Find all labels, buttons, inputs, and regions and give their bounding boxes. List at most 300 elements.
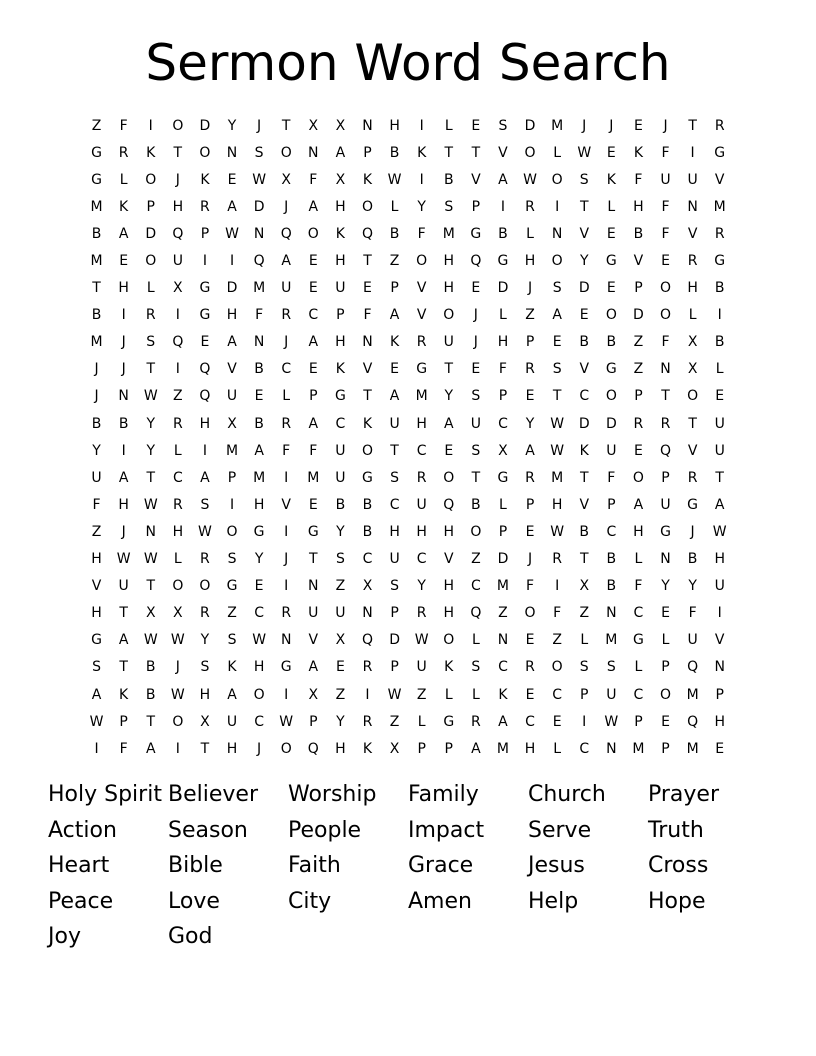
grid-letter: R: [172, 415, 183, 432]
grid-letter: X: [687, 334, 698, 351]
grid-letter: H: [226, 740, 238, 757]
grid-letter: D: [605, 415, 617, 432]
grid-letter: O: [307, 225, 319, 242]
grid-row: [83, 220, 733, 247]
grid-letter: N: [145, 523, 156, 540]
grid-letter: F: [363, 307, 372, 324]
grid-letter: S: [146, 334, 156, 351]
grid-letter: P: [498, 388, 508, 405]
grid-letter: F: [498, 361, 507, 378]
grid-letter: H: [714, 713, 725, 730]
grid-letter: G: [605, 253, 617, 270]
grid-letter: P: [525, 496, 535, 513]
word-list-item: Hope: [648, 888, 706, 914]
grid-letter: W: [198, 523, 212, 540]
grid-letter: D: [145, 225, 157, 242]
grid-letter: S: [254, 144, 264, 161]
grid-letter: C: [470, 578, 481, 595]
grid-letter: J: [284, 198, 289, 215]
grid-letter: R: [200, 198, 210, 215]
grid-letter: F: [661, 198, 670, 215]
grid-letter: R: [416, 469, 427, 486]
grid-letter: H: [118, 496, 129, 513]
grid-letter: T: [552, 388, 562, 405]
grid-letter: J: [284, 551, 289, 568]
grid-letter: W: [170, 686, 185, 703]
grid-letter: T: [363, 388, 372, 405]
grid-letter: M: [551, 469, 564, 486]
grid-letter: I: [690, 144, 695, 161]
grid-letter: H: [253, 659, 265, 676]
grid-letter: C: [633, 605, 644, 622]
grid-letter: F: [661, 144, 670, 161]
grid-letter: R: [362, 659, 373, 676]
grid-letter: H: [443, 578, 455, 595]
grid-letter: P: [634, 280, 643, 297]
word-list-item: Church: [528, 782, 606, 807]
grid-letter: E: [308, 280, 318, 297]
grid-letter: T: [146, 469, 156, 486]
grid-letter: A: [227, 334, 237, 351]
grid-letter: E: [471, 361, 481, 378]
grid-letter: G: [497, 469, 509, 486]
grid-letter: A: [389, 388, 400, 405]
grid-letter: X: [200, 713, 210, 730]
grid-letter: R: [416, 334, 427, 351]
grid-letter: K: [362, 171, 373, 188]
word-list-item: Heart: [48, 853, 110, 879]
grid-letter: K: [146, 144, 156, 161]
grid-letter: P: [390, 280, 399, 297]
grid-letter: S: [335, 551, 345, 568]
grid-letter: L: [499, 496, 507, 513]
grid-letter: W: [550, 523, 565, 540]
grid-letter: N: [253, 334, 265, 351]
grid-letter: K: [335, 225, 345, 242]
grid-row: [83, 654, 733, 681]
grid-letter: E: [254, 578, 264, 595]
grid-letter: A: [335, 144, 346, 161]
grid-letter: O: [145, 253, 157, 270]
grid-letter: K: [498, 686, 508, 703]
grid-letter: Z: [173, 388, 183, 405]
grid-row: [83, 410, 733, 437]
grid-letter: X: [498, 442, 508, 459]
grid-letter: R: [281, 307, 292, 324]
grid-letter: T: [579, 198, 589, 215]
grid-letter: E: [661, 713, 670, 730]
grid-letter: P: [661, 469, 670, 486]
grid-letter: X: [308, 117, 319, 134]
grid-letter: T: [661, 388, 670, 405]
grid-row: [83, 491, 733, 518]
grid-letter: T: [715, 469, 724, 486]
grid-letter: T: [579, 469, 589, 486]
grid-letter: V: [416, 307, 427, 324]
grid-letter: L: [634, 659, 643, 676]
grid-letter: Y: [661, 578, 670, 595]
grid-letter: Z: [389, 713, 400, 730]
grid-letter: Z: [91, 117, 102, 134]
grid-letter: Q: [172, 334, 184, 351]
grid-letter: O: [660, 307, 672, 324]
grid-letter: I: [365, 686, 370, 703]
grid-letter: K: [606, 171, 616, 188]
grid-letter: T: [390, 442, 399, 459]
grid-letter: U: [335, 605, 346, 622]
grid-letter: G: [687, 496, 699, 513]
grid-letter: E: [606, 144, 616, 161]
grid-letter: H: [443, 605, 455, 622]
grid-letter: N: [497, 632, 509, 649]
grid-letter: M: [253, 469, 266, 486]
grid-letter: K: [119, 686, 129, 703]
grid-letter: F: [417, 225, 426, 242]
grid-letter: W: [143, 388, 158, 405]
grid-row: [83, 112, 733, 139]
grid-letter: X: [173, 605, 183, 622]
grid-letter: C: [172, 469, 183, 486]
grid-letter: L: [634, 551, 643, 568]
grid-letter: B: [145, 686, 156, 703]
grid-letter: D: [578, 415, 590, 432]
grid-letter: O: [632, 469, 644, 486]
grid-letter: J: [257, 740, 262, 757]
grid-letter: O: [199, 144, 211, 161]
grid-letter: S: [92, 659, 101, 676]
grid-letter: Q: [199, 361, 211, 378]
grid-letter: E: [579, 307, 589, 324]
grid-letter: A: [308, 415, 319, 432]
grid-letter: N: [687, 198, 698, 215]
grid-letter: G: [226, 578, 238, 595]
grid-letter: F: [282, 442, 291, 459]
grid-letter: O: [172, 117, 184, 134]
grid-letter: Y: [444, 388, 454, 405]
grid-letter: U: [660, 171, 671, 188]
grid-letter: Z: [579, 605, 590, 622]
grid-letter: E: [715, 740, 725, 757]
grid-letter: K: [119, 198, 129, 215]
grid-letter: L: [444, 117, 453, 134]
grid-letter: T: [146, 361, 156, 378]
grid-letter: Q: [443, 496, 455, 513]
grid-letter: D: [578, 280, 590, 297]
grid-letter: U: [389, 551, 400, 568]
grid-letter: J: [94, 388, 99, 405]
grid-letter: B: [254, 361, 264, 378]
grid-letter: Y: [254, 551, 264, 568]
grid-letter: N: [226, 144, 238, 161]
grid-letter: O: [361, 198, 373, 215]
grid-letter: H: [497, 334, 509, 351]
grid-letter: I: [419, 171, 424, 188]
grid-letter: T: [173, 144, 183, 161]
word-list-item: Jesus: [528, 853, 585, 879]
word-list-item: Amen: [408, 888, 472, 914]
grid-letter: O: [551, 659, 563, 676]
word-list-item: Truth: [648, 817, 704, 843]
grid-letter: I: [229, 253, 235, 270]
grid-letter: X: [227, 415, 237, 432]
grid-letter: P: [390, 659, 399, 676]
grid-letter: R: [633, 415, 644, 432]
grid-letter: X: [281, 171, 291, 188]
grid-letter: C: [633, 686, 644, 703]
grid-letter: P: [227, 469, 237, 486]
grid-letter: Z: [471, 551, 481, 568]
grid-letter: M: [90, 253, 103, 270]
grid-letter: H: [389, 117, 400, 134]
grid-letter: J: [609, 117, 614, 134]
grid-letter: B: [335, 496, 346, 513]
grid-letter: H: [118, 280, 129, 297]
grid-letter: U: [687, 632, 698, 649]
grid-letter: O: [443, 632, 455, 649]
grid-letter: E: [471, 280, 481, 297]
grid-letter: X: [335, 171, 346, 188]
grid-letter: T: [471, 469, 481, 486]
grid-letter: D: [199, 117, 211, 134]
grid-letter: Y: [227, 117, 237, 134]
grid-letter: S: [552, 280, 562, 297]
grid-letter: E: [525, 632, 535, 649]
grid-letter: T: [444, 144, 454, 161]
grid-letter: X: [335, 117, 346, 134]
grid-letter: U: [714, 442, 725, 459]
grid-letter: U: [335, 442, 346, 459]
grid-letter: Z: [335, 686, 346, 703]
grid-letter: J: [257, 117, 262, 134]
grid-letter: X: [389, 740, 400, 757]
grid-letter: C: [308, 307, 319, 324]
grid-letter: S: [471, 659, 481, 676]
grid-letter: E: [661, 253, 670, 270]
grid-letter: H: [443, 523, 455, 540]
grid-letter: J: [121, 334, 126, 351]
grid-letter: U: [389, 415, 400, 432]
grid-letter: I: [284, 686, 289, 703]
grid-letter: B: [389, 225, 400, 242]
grid-letter: F: [661, 334, 670, 351]
grid-letter: T: [471, 144, 481, 161]
grid-letter: P: [471, 198, 481, 215]
grid-letter: R: [525, 469, 535, 486]
grid-letter: W: [252, 171, 267, 188]
grid-letter: R: [660, 415, 671, 432]
word-list-item: People: [288, 817, 362, 843]
grid-letter: D: [389, 632, 400, 649]
grid-letter: A: [308, 659, 319, 676]
grid-letter: W: [523, 171, 537, 188]
grid-letter: O: [551, 171, 563, 188]
grid-row: [83, 139, 733, 166]
grid-letter: B: [606, 551, 617, 568]
grid-letter: P: [309, 388, 318, 405]
grid-letter: V: [443, 551, 454, 568]
grid-letter: I: [175, 740, 180, 757]
grid-letter: A: [118, 225, 129, 242]
grid-letter: H: [551, 496, 563, 513]
grid-letter: A: [633, 496, 644, 513]
grid-letter: C: [416, 551, 427, 568]
grid-letter: H: [199, 686, 211, 703]
grid-letter: M: [415, 388, 428, 405]
grid-letter: E: [552, 334, 562, 351]
grid-letter: S: [200, 659, 210, 676]
grid-letter: R: [552, 551, 562, 568]
grid-letter: G: [660, 523, 671, 540]
grid-letter: T: [146, 713, 156, 730]
grid-letter: P: [634, 388, 643, 405]
grid-row: [83, 356, 733, 383]
grid-letter: Z: [525, 307, 535, 324]
grid-letter: S: [390, 578, 400, 595]
grid-letter: T: [281, 117, 291, 134]
grid-letter: Q: [280, 225, 292, 242]
grid-letter: C: [335, 415, 346, 432]
grid-letter: Q: [199, 388, 211, 405]
grid-letter: J: [527, 551, 533, 568]
grid-letter: M: [496, 578, 509, 595]
grid-letter: S: [390, 469, 400, 486]
grid-letter: O: [199, 578, 211, 595]
grid-letter: U: [606, 686, 617, 703]
grid-letter: G: [416, 361, 428, 378]
word-list-item: Grace: [408, 853, 474, 879]
grid-row: [83, 600, 733, 627]
grid-letter: M: [90, 198, 103, 215]
grid-letter: X: [687, 361, 698, 378]
grid-letter: W: [550, 415, 565, 432]
grid-letter: J: [473, 307, 478, 324]
grid-letter: R: [281, 415, 292, 432]
grid-letter: R: [687, 469, 698, 486]
grid-letter: H: [91, 551, 102, 568]
word-list-item: Action: [48, 817, 117, 843]
grid-letter: T: [119, 659, 128, 676]
grid-letter: F: [607, 469, 616, 486]
word-list-item: Believer: [168, 782, 258, 807]
grid-letter: L: [661, 632, 670, 649]
grid-letter: S: [227, 632, 237, 649]
grid-letter: H: [335, 740, 346, 757]
grid-letter: M: [632, 740, 645, 757]
grid-row: [83, 681, 733, 708]
grid-letter: P: [525, 334, 535, 351]
grid-letter: F: [661, 225, 670, 242]
grid-letter: V: [714, 632, 725, 649]
grid-letter: I: [555, 198, 560, 215]
grid-letter: E: [606, 225, 616, 242]
grid-letter: Q: [687, 659, 699, 676]
grid-letter: B: [687, 551, 698, 568]
grid-letter: P: [309, 713, 318, 730]
grid-letter: G: [199, 307, 211, 324]
grid-letter: C: [606, 523, 617, 540]
word-list-item: Peace: [48, 888, 114, 914]
grid-letter: E: [363, 280, 372, 297]
grid-letter: O: [443, 469, 455, 486]
grid-letter: H: [443, 280, 455, 297]
grid-letter: E: [661, 605, 670, 622]
grid-letter: B: [362, 523, 373, 540]
grid-letter: N: [308, 578, 319, 595]
grid-letter: L: [688, 307, 697, 324]
grid-letter: M: [442, 225, 455, 242]
grid-letter: E: [715, 388, 725, 405]
grid-letter: L: [553, 144, 562, 161]
word-list-item: Serve: [528, 817, 592, 843]
grid-letter: G: [714, 253, 726, 270]
grid-letter: S: [227, 551, 237, 568]
grid-letter: D: [524, 117, 536, 134]
grid-letter: J: [121, 523, 126, 540]
grid-letter: S: [552, 361, 562, 378]
grid-letter: E: [200, 334, 210, 351]
grid-letter: V: [633, 253, 644, 270]
grid-letter: P: [634, 713, 643, 730]
grid-letter: A: [525, 442, 535, 459]
grid-letter: G: [199, 280, 211, 297]
grid-letter: Q: [470, 253, 482, 270]
grid-letter: B: [91, 415, 102, 432]
grid-letter: W: [577, 144, 592, 161]
grid-letter: T: [200, 740, 210, 757]
grid-letter: Y: [92, 442, 101, 459]
grid-letter: X: [173, 280, 183, 297]
grid-letter: Z: [416, 686, 427, 703]
grid-letter: I: [717, 307, 722, 324]
grid-letter: V: [498, 144, 508, 161]
grid-letter: L: [417, 713, 426, 730]
grid-letter: S: [498, 117, 508, 134]
grid-letter: R: [714, 225, 725, 242]
grid-letter: A: [118, 469, 129, 486]
grid-letter: W: [89, 713, 104, 730]
grid-letter: R: [118, 144, 129, 161]
grid-letter: R: [416, 605, 427, 622]
grid-letter: Z: [633, 334, 644, 351]
grid-letter: W: [143, 496, 158, 513]
grid-letter: W: [225, 225, 239, 242]
grid-letter: C: [525, 713, 535, 730]
grid-letter: B: [145, 659, 156, 676]
grid-letter: S: [579, 171, 589, 188]
grid-letter: N: [606, 740, 617, 757]
grid-letter: M: [686, 686, 699, 703]
grid-letter: O: [687, 388, 699, 405]
grid-letter: G: [605, 361, 617, 378]
grid-letter: Y: [417, 198, 426, 215]
grid-letter: M: [307, 469, 320, 486]
grid-letter: R: [525, 198, 535, 215]
grid-letter: K: [389, 334, 400, 351]
grid-letter: T: [92, 280, 101, 297]
grid-letter: M: [253, 280, 266, 297]
grid-letter: C: [254, 605, 264, 622]
grid-letter: L: [715, 361, 724, 378]
grid-letter: R: [470, 713, 481, 730]
page-title: Sermon Word Search: [145, 34, 671, 92]
grid-letter: R: [145, 307, 156, 324]
grid-letter: P: [363, 144, 372, 161]
grid-letter: A: [254, 442, 264, 459]
grid-letter: J: [582, 117, 587, 134]
grid-letter: M: [551, 117, 564, 134]
grid-letter: G: [91, 632, 102, 649]
grid-letter: K: [362, 740, 373, 757]
